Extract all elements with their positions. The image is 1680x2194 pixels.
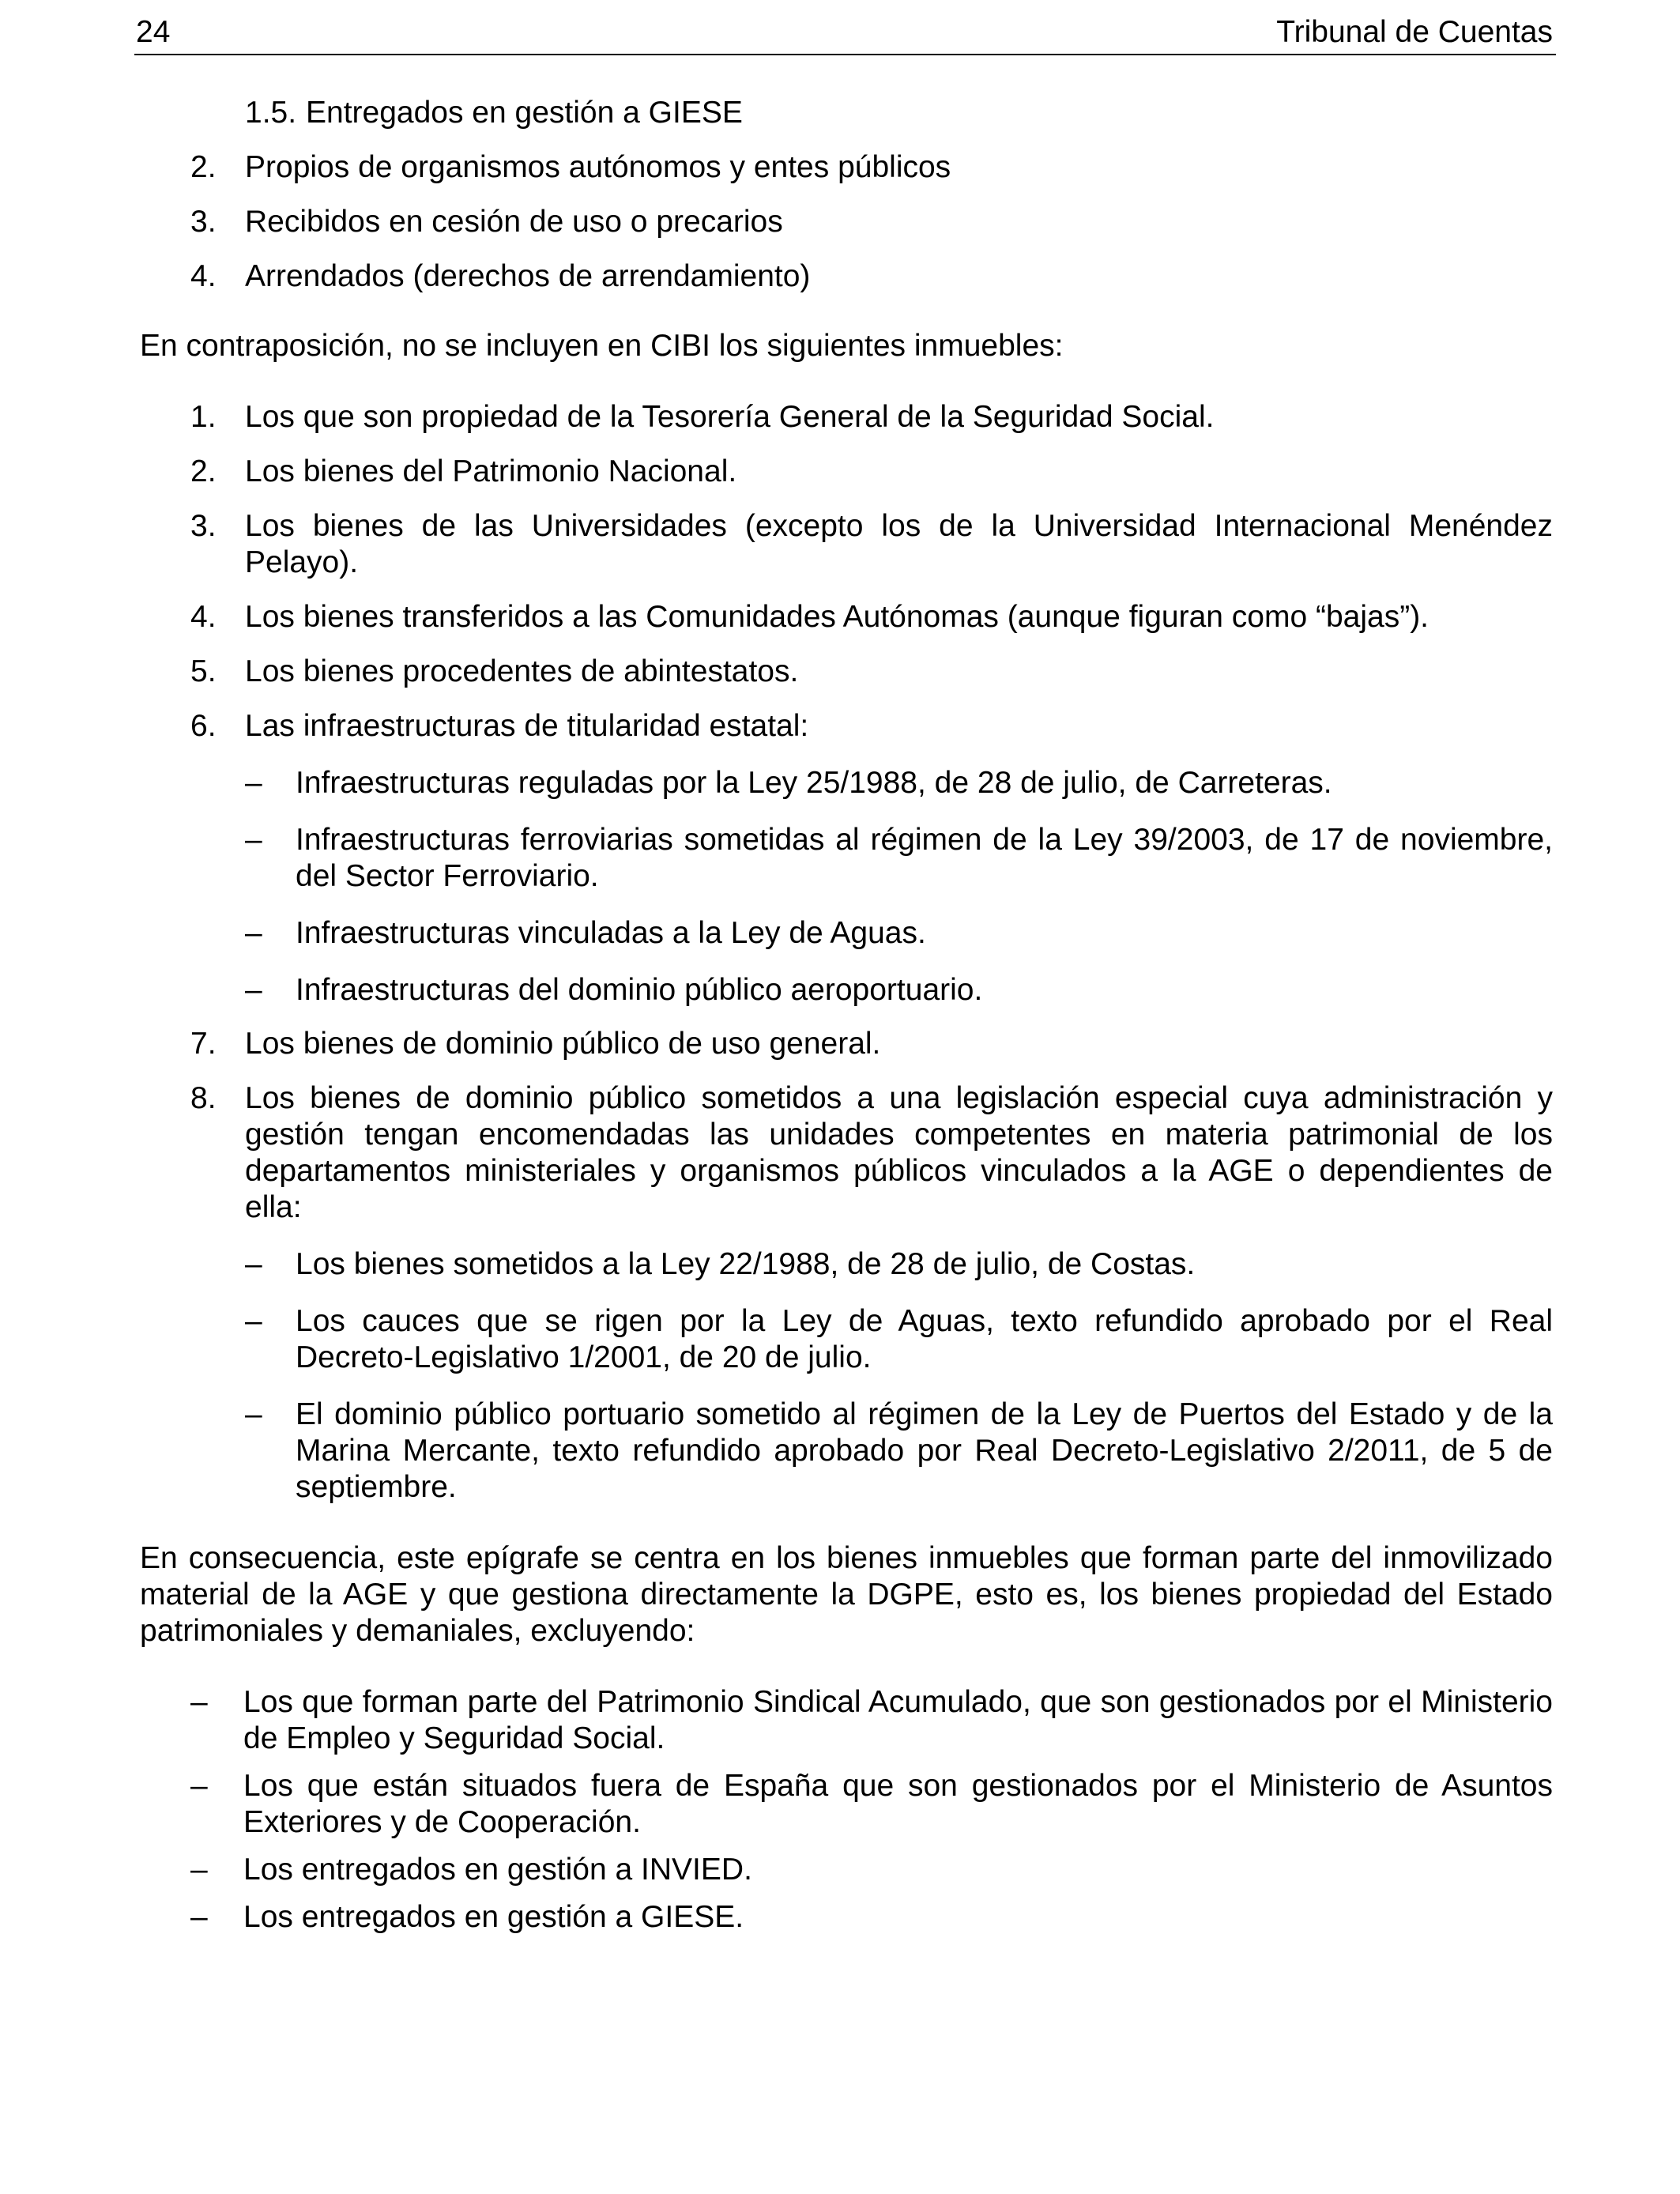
top-list: [140, 95, 1553, 295]
bullet-text: Los entregados en gestión a GIESE.: [243, 1900, 744, 1934]
bullet-text: Infraestructuras reguladas por la Ley 25/1988, de 28 de julio, de Carreteras.: [296, 766, 1332, 800]
intro-paragraph: En contraposición, no se incluyen en CIBI los siguientes inmuebles:: [140, 329, 1064, 363]
dash-bullet-icon: –: [245, 766, 262, 800]
page-content: [140, 95, 1553, 1936]
list-item: [140, 708, 1553, 745]
bullet-item: [140, 915, 1553, 952]
bullet-text: Los bienes sometidos a la Ley 22/1988, de 28 de julio, de Costas.: [296, 1247, 1196, 1281]
bullet-text: Los que forman parte del Patrimonio Sindical Acumulado, que son gestionados por el Ministerio de Empleo y Seguridad Social.: [243, 1685, 1553, 1755]
list-number: 1.5.: [245, 96, 297, 130]
dash-bullet-icon: –: [190, 1853, 208, 1887]
list-number: 8.: [190, 1081, 217, 1115]
list-item-text: Propios de organismos autónomos y entes públicos: [245, 150, 951, 184]
list-number: 6.: [190, 709, 217, 743]
list-item: [140, 258, 1553, 295]
bullet-text: Infraestructuras vinculadas a la Ley de Aguas.: [296, 916, 926, 950]
list-number: 5.: [190, 654, 217, 688]
list-item-text: Recibidos en cesión de uso o precarios: [245, 205, 783, 239]
bullet-item: [140, 1852, 1553, 1888]
bullet-text: Infraestructuras del dominio público aeroportuario.: [296, 973, 983, 1007]
list-item-text: Los bienes de dominio público sometidos a una legislación especial cuya administración y gestión tengan encomendadas las unidades competentes en materia patrimonial de los departamentos ministeriales y organismos públicos vinculados a la AGE o dependientes de ella:: [245, 1081, 1553, 1224]
bullet-text: Los entregados en gestión a INVIED.: [243, 1853, 752, 1887]
dash-bullet-icon: –: [245, 823, 262, 857]
final-bullets: [140, 1684, 1553, 1936]
bullet-item: [140, 822, 1553, 895]
list-item: [140, 1080, 1553, 1226]
list-number: 1.: [190, 400, 217, 434]
list-item-text: Los que son propiedad de la Tesorería General de la Seguridad Social.: [245, 400, 1215, 434]
list-item-text: Las infraestructuras de titularidad estatal:: [245, 709, 809, 743]
bullet-item: [140, 972, 1553, 1008]
excluded-list: [140, 399, 1553, 745]
page-number: 24: [136, 15, 171, 49]
list-item-text: Los bienes del Patrimonio Nacional.: [245, 454, 737, 488]
bullet-item: [140, 1899, 1553, 1936]
dash-bullet-icon: –: [245, 916, 262, 950]
dash-bullet-icon: –: [245, 1304, 262, 1338]
bullet-text: El dominio público portuario sometido al régimen de la Ley de Puertos del Estado y de la Marina Mercante, texto refundido aprobado por Real Decreto-Legislativo 2/2011, de 5 de septiembre.: [296, 1397, 1553, 1504]
bullet-item: [140, 1768, 1553, 1841]
list-item: [140, 95, 1553, 131]
bullet-item: [140, 1397, 1553, 1506]
list-item-text: Los bienes de las Universidades (excepto los de la Universidad Internacional Menéndez Pelayo).: [245, 509, 1553, 579]
dash-bullet-icon: –: [190, 1900, 208, 1934]
bullet-item: [140, 1246, 1553, 1283]
list-item-text: Los bienes procedentes de abintestatos.: [245, 654, 799, 688]
list-item: [140, 599, 1553, 635]
list-item: [140, 399, 1553, 435]
list-item: [140, 454, 1553, 490]
list-item-text: Arrendados (derechos de arrendamiento): [245, 259, 811, 293]
consequence-paragraph: En consecuencia, este epígrafe se centra en los bienes inmuebles que forman parte del inmovilizado material de la AGE y que gestiona directamente la DGPE, esto es, los bienes propiedad del Estado patrimoniales y demaniales, excluyendo:: [140, 1541, 1553, 1648]
list-item: [140, 654, 1553, 690]
running-title: Tribunal de Cuentas: [1276, 15, 1553, 49]
dash-bullet-icon: –: [190, 1769, 208, 1803]
list-item-text: Los bienes transferidos a las Comunidades Autónomas (aunque figuran como “bajas”).: [245, 600, 1430, 634]
list-item-text: Entregados en gestión a GIESE: [306, 96, 743, 130]
list-number: 3.: [190, 509, 217, 543]
list-number: 4.: [190, 259, 217, 293]
list-number: 7.: [190, 1027, 217, 1061]
dash-bullet-icon: –: [245, 973, 262, 1007]
list-number: 3.: [190, 205, 217, 239]
list-item: [140, 149, 1553, 186]
list-item: [140, 508, 1553, 581]
dash-bullet-icon: –: [245, 1247, 262, 1281]
page-header: [134, 9, 1556, 55]
list-number: 2.: [190, 454, 217, 488]
infrastructure-bullets: [140, 765, 1553, 1008]
bullet-item: [140, 765, 1553, 801]
dash-bullet-icon: –: [190, 1685, 208, 1719]
excluded-list-continued: [140, 1026, 1553, 1226]
list-item-text: Los bienes de dominio público de uso general.: [245, 1027, 881, 1061]
list-number: 2.: [190, 150, 217, 184]
dash-bullet-icon: –: [245, 1397, 262, 1431]
bullet-item: [140, 1684, 1553, 1757]
bullet-item: [140, 1303, 1553, 1376]
list-item: [140, 204, 1553, 240]
bullet-text: Los que están situados fuera de España que son gestionados por el Ministerio de Asuntos Exteriores y de Cooperación.: [243, 1769, 1553, 1839]
bullet-text: Los cauces que se rigen por la Ley de Aguas, texto refundido aprobado por el Real Decreto-Legislativo 1/2001, de 20 de julio.: [296, 1304, 1553, 1374]
list-item: [140, 1026, 1553, 1062]
special-legislation-bullets: [140, 1246, 1553, 1506]
bullet-text: Infraestructuras ferroviarias sometidas al régimen de la Ley 39/2003, de 17 de noviembre, del Sector Ferroviario.: [296, 823, 1553, 893]
list-number: 4.: [190, 600, 217, 634]
